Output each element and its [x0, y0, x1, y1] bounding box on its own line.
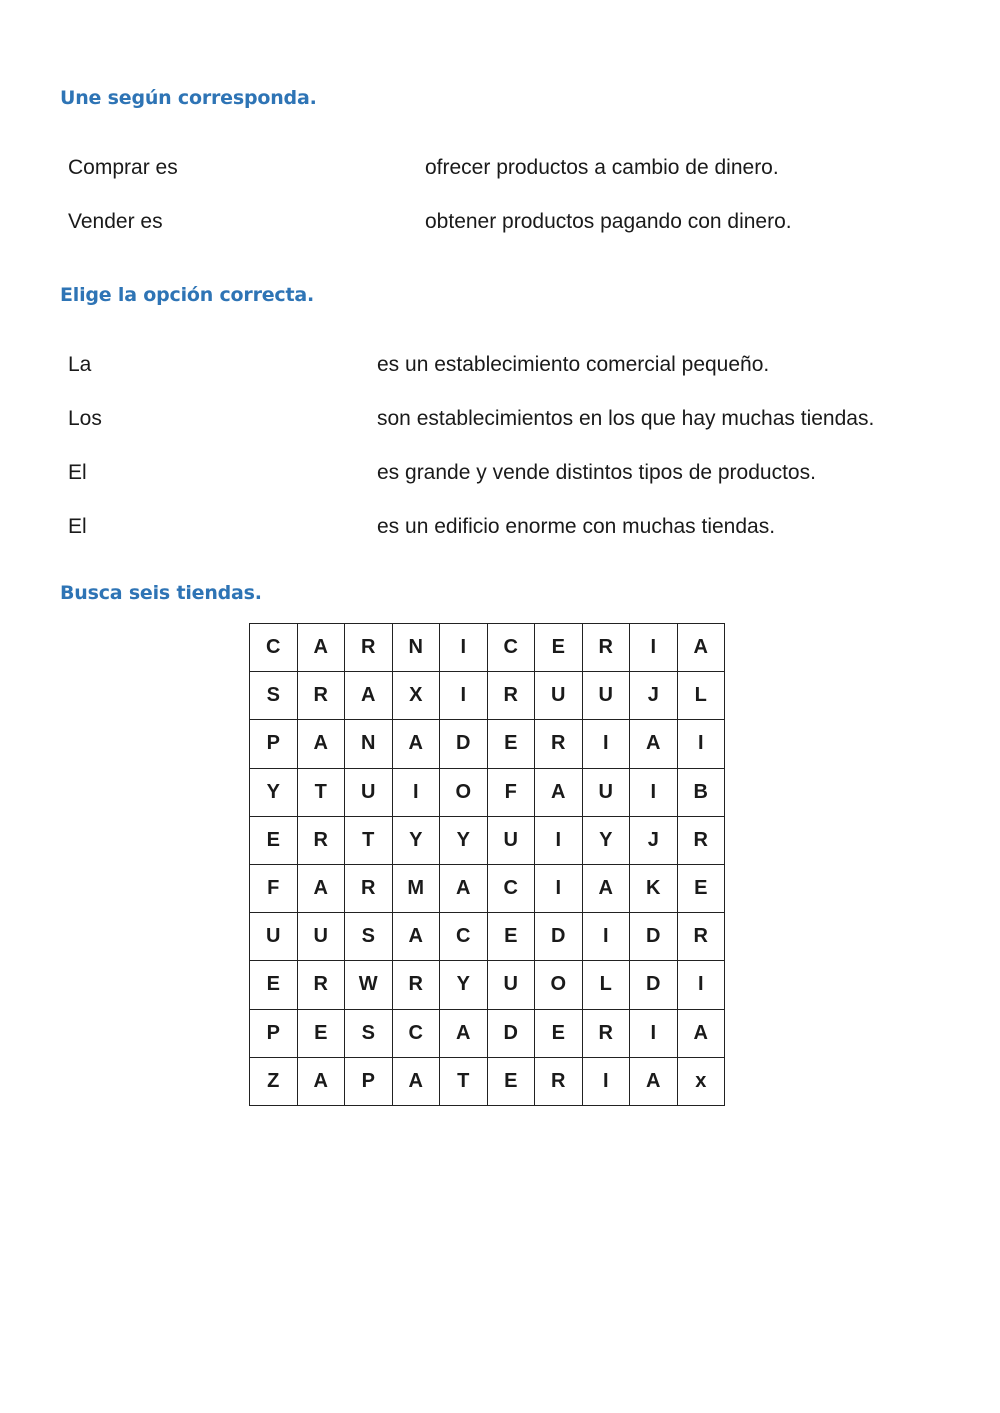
grid-cell[interactable]: A: [392, 720, 440, 768]
grid-cell[interactable]: X: [392, 672, 440, 720]
grid-cell[interactable]: U: [250, 913, 298, 961]
grid-cell[interactable]: Y: [582, 816, 630, 864]
grid-cell[interactable]: E: [487, 1057, 535, 1105]
grid-cell[interactable]: S: [250, 672, 298, 720]
grid-cell[interactable]: Y: [440, 961, 488, 1009]
grid-row: [250, 961, 725, 1009]
grid-cell[interactable]: U: [582, 672, 630, 720]
grid-cell[interactable]: D: [487, 1009, 535, 1057]
grid-cell[interactable]: A: [440, 1009, 488, 1057]
grid-cell[interactable]: D: [440, 720, 488, 768]
grid-cell[interactable]: Y: [250, 768, 298, 816]
grid-row: [250, 1009, 725, 1057]
grid-cell[interactable]: E: [250, 816, 298, 864]
grid-cell[interactable]: U: [535, 672, 583, 720]
grid-row: [250, 624, 725, 672]
grid-cell[interactable]: I: [630, 624, 678, 672]
grid-cell[interactable]: C: [440, 913, 488, 961]
grid-cell[interactable]: C: [487, 624, 535, 672]
grid-row: [250, 672, 725, 720]
grid-cell[interactable]: A: [297, 1057, 345, 1105]
grid-cell[interactable]: A: [297, 864, 345, 912]
grid-cell[interactable]: R: [345, 864, 393, 912]
match-right-2[interactable]: obtener productos pagando con dinero.: [425, 210, 792, 233]
grid-cell[interactable]: D: [535, 913, 583, 961]
grid-cell[interactable]: E: [535, 1009, 583, 1057]
grid-cell[interactable]: K: [630, 864, 678, 912]
grid-cell[interactable]: R: [582, 1009, 630, 1057]
grid-cell[interactable]: L: [582, 961, 630, 1009]
grid-cell[interactable]: I: [440, 672, 488, 720]
choose-lead-4: El: [68, 515, 87, 538]
choose-rest-2: son establecimientos en los que hay muchas tiendas.: [377, 407, 875, 430]
grid-cell[interactable]: T: [440, 1057, 488, 1105]
grid-cell[interactable]: E: [535, 624, 583, 672]
grid-row: [250, 816, 725, 864]
choose-lead-3: El: [68, 461, 87, 484]
grid-cell[interactable]: I: [630, 768, 678, 816]
grid-cell[interactable]: F: [487, 768, 535, 816]
grid-cell[interactable]: A: [345, 672, 393, 720]
grid-cell[interactable]: O: [535, 961, 583, 1009]
grid-cell[interactable]: A: [392, 913, 440, 961]
grid-cell[interactable]: R: [582, 624, 630, 672]
grid-cell[interactable]: R: [297, 961, 345, 1009]
choose-lead-2: Los: [68, 407, 102, 430]
grid-cell[interactable]: R: [392, 961, 440, 1009]
grid-cell[interactable]: I: [582, 720, 630, 768]
grid-cell[interactable]: A: [677, 1009, 725, 1057]
grid-cell[interactable]: Z: [250, 1057, 298, 1105]
grid-cell[interactable]: W: [345, 961, 393, 1009]
grid-row: [250, 720, 725, 768]
grid-cell[interactable]: T: [345, 816, 393, 864]
grid-cell[interactable]: D: [630, 913, 678, 961]
grid-cell[interactable]: E: [677, 864, 725, 912]
grid-cell[interactable]: I: [582, 913, 630, 961]
grid-row: [250, 913, 725, 961]
grid-cell[interactable]: B: [677, 768, 725, 816]
grid-cell[interactable]: U: [487, 816, 535, 864]
choose-rest-4: es un edificio enorme con muchas tiendas.: [377, 515, 776, 538]
grid-cell[interactable]: C: [250, 624, 298, 672]
grid-cell[interactable]: I: [440, 624, 488, 672]
grid-cell[interactable]: R: [345, 624, 393, 672]
grid-cell[interactable]: S: [345, 913, 393, 961]
grid-cell[interactable]: I: [582, 1057, 630, 1105]
grid-cell[interactable]: L: [677, 672, 725, 720]
grid-cell[interactable]: M: [392, 864, 440, 912]
grid-cell[interactable]: J: [630, 672, 678, 720]
grid-cell[interactable]: A: [440, 864, 488, 912]
grid-cell[interactable]: R: [297, 672, 345, 720]
word-search-grid: [249, 623, 725, 1106]
choose-rest-1: es un establecimiento comercial pequeño.: [377, 353, 770, 376]
grid-cell[interactable]: A: [392, 1057, 440, 1105]
grid-cell[interactable]: I: [392, 768, 440, 816]
grid-cell[interactable]: A: [630, 1057, 678, 1105]
grid-cell[interactable]: I: [677, 961, 725, 1009]
grid-cell[interactable]: J: [630, 816, 678, 864]
choose-rest-3: es grande y vende distintos tipos de productos.: [377, 461, 816, 484]
choose-lead-1: La: [68, 353, 92, 376]
match-left-2[interactable]: Vender es: [68, 210, 163, 233]
grid-cell[interactable]: A: [582, 864, 630, 912]
grid-cell[interactable]: C: [487, 864, 535, 912]
grid-cell[interactable]: A: [630, 720, 678, 768]
grid-cell[interactable]: A: [535, 768, 583, 816]
heading-busca-seis-tiendas: Busca seis tiendas.: [60, 582, 262, 604]
grid-cell[interactable]: R: [677, 816, 725, 864]
grid-cell[interactable]: E: [297, 1009, 345, 1057]
grid-cell[interactable]: I: [677, 720, 725, 768]
grid-cell[interactable]: Y: [440, 816, 488, 864]
grid-cell[interactable]: A: [677, 624, 725, 672]
grid-cell[interactable]: E: [250, 961, 298, 1009]
grid-cell[interactable]: E: [487, 720, 535, 768]
grid-cell[interactable]: N: [392, 624, 440, 672]
grid-cell[interactable]: C: [392, 1009, 440, 1057]
heading-une-segun-corresponda: Une según corresponda.: [60, 87, 317, 109]
grid-cell[interactable]: A: [297, 720, 345, 768]
grid-row: [250, 1057, 725, 1105]
grid-cell[interactable]: P: [345, 1057, 393, 1105]
grid-cell[interactable]: S: [345, 1009, 393, 1057]
grid-cell[interactable]: O: [440, 768, 488, 816]
grid-cell[interactable]: R: [535, 720, 583, 768]
grid-cell[interactable]: T: [297, 768, 345, 816]
match-right-1[interactable]: ofrecer productos a cambio de dinero.: [425, 156, 779, 179]
grid-cell[interactable]: N: [345, 720, 393, 768]
grid-row: [250, 864, 725, 912]
grid-cell[interactable]: U: [345, 768, 393, 816]
grid-cell[interactable]: I: [630, 1009, 678, 1057]
grid-cell[interactable]: Y: [392, 816, 440, 864]
grid-cell[interactable]: R: [297, 816, 345, 864]
grid-cell[interactable]: F: [250, 864, 298, 912]
grid-cell[interactable]: R: [677, 913, 725, 961]
grid-cell[interactable]: D: [630, 961, 678, 1009]
grid-cell[interactable]: R: [535, 1057, 583, 1105]
heading-elige-la-opcion-correcta: Elige la opción correcta.: [60, 284, 315, 306]
grid-cell[interactable]: I: [535, 864, 583, 912]
grid-cell[interactable]: P: [250, 1009, 298, 1057]
grid-cell[interactable]: U: [582, 768, 630, 816]
grid-cell[interactable]: U: [487, 961, 535, 1009]
grid-cell[interactable]: P: [250, 720, 298, 768]
grid-cell[interactable]: A: [297, 624, 345, 672]
grid-cell[interactable]: U: [297, 913, 345, 961]
grid-cell[interactable]: E: [487, 913, 535, 961]
grid-cell[interactable]: R: [487, 672, 535, 720]
grid-row: [250, 768, 725, 816]
match-left-1[interactable]: Comprar es: [68, 156, 178, 179]
grid-cell[interactable]: x: [677, 1057, 725, 1105]
grid-cell[interactable]: I: [535, 816, 583, 864]
